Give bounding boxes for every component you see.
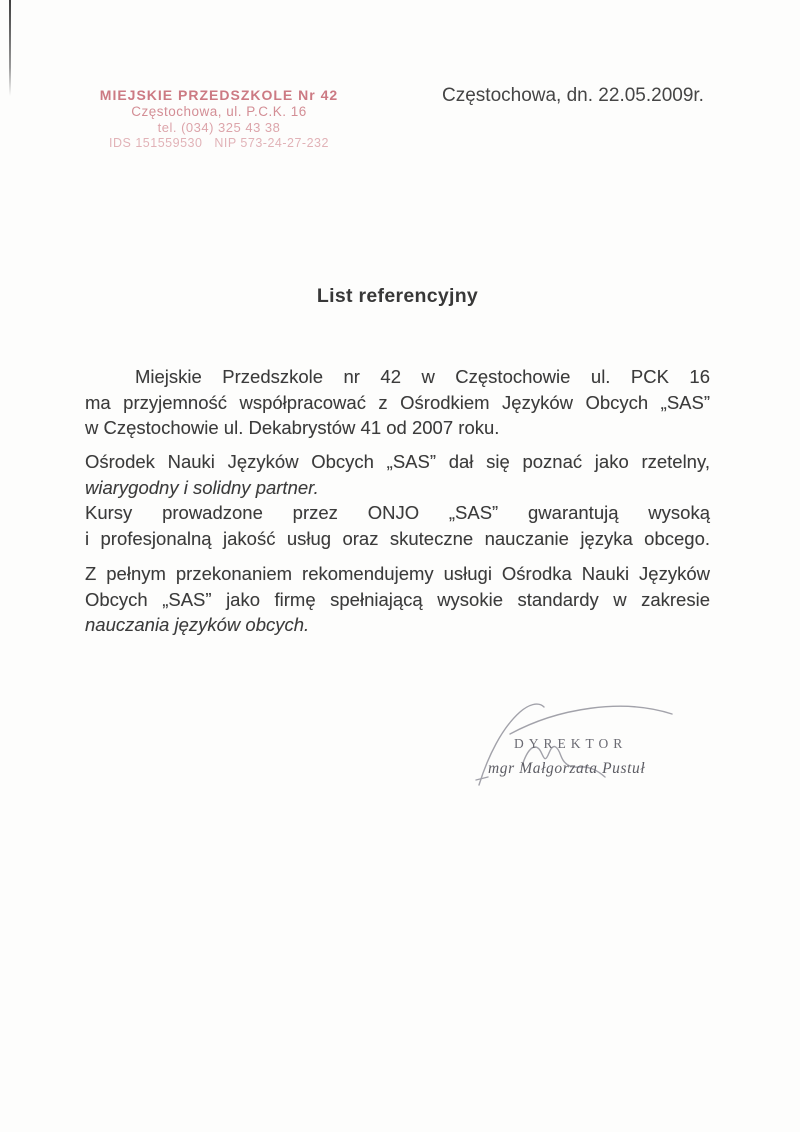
stamp-phone: tel. (034) 325 43 38 [157,120,281,135]
body-line: Ośrodek Nauki Języków Obcych „SAS” dał się poznać jako rzetelny, [85,451,710,472]
body-line: Kursy prowadzone przez ONJO „SAS” gwarantują wysoką [85,502,710,524]
stamp-institution-name: MIEJSKIE PRZEDSZKOLE Nr 42 [99,87,339,103]
body-line: w Częstochowie ul. Dekabrystów 41 od 2007 roku. [85,417,500,439]
body-line: wiarygodny i solidny partner. [85,476,319,498]
signature-block [458,692,708,807]
body-line: i profesjonalną jakość usług oraz skuteczne nauczanie języka obcego. [85,527,710,549]
body-line: nauczania języków obcych. [85,614,310,636]
body-line: Obcych „SAS” jako firmę spełniającą wysokie standardy w zakresie [85,588,710,610]
stamp-ids-nip: IDS 151559530 NIP 573-24-27-232 [109,136,329,150]
signature-name: mgr Małgorzata Pustuł [488,760,646,777]
stamp-address: Częstochowa, ul. P.C.K. 16 [131,104,307,119]
scan-edge-artifact [9,0,11,96]
place-and-date: Częstochowa, dn. 22.05.2009r. [442,85,704,106]
paragraph-evaluation [85,449,710,551]
signature-stroke [510,706,672,734]
paragraph-introduction [85,364,710,441]
document-title: List referencyjny [316,285,479,307]
institution-stamp [88,86,350,151]
paragraph-recommendation [85,561,710,638]
body-line: Z pełnym przekonaniem rekomendujemy usługi Ośrodka Nauki Języków [85,563,710,584]
signature-role: DYREKTOR [514,736,628,751]
body-line: ma przyjemność współpracować z Ośrodkiem Języków Obcych „SAS” [85,391,710,413]
body-line: Miejskie Przedszkole nr 42 w Częstochowie ul. PCK 16 [135,366,710,387]
